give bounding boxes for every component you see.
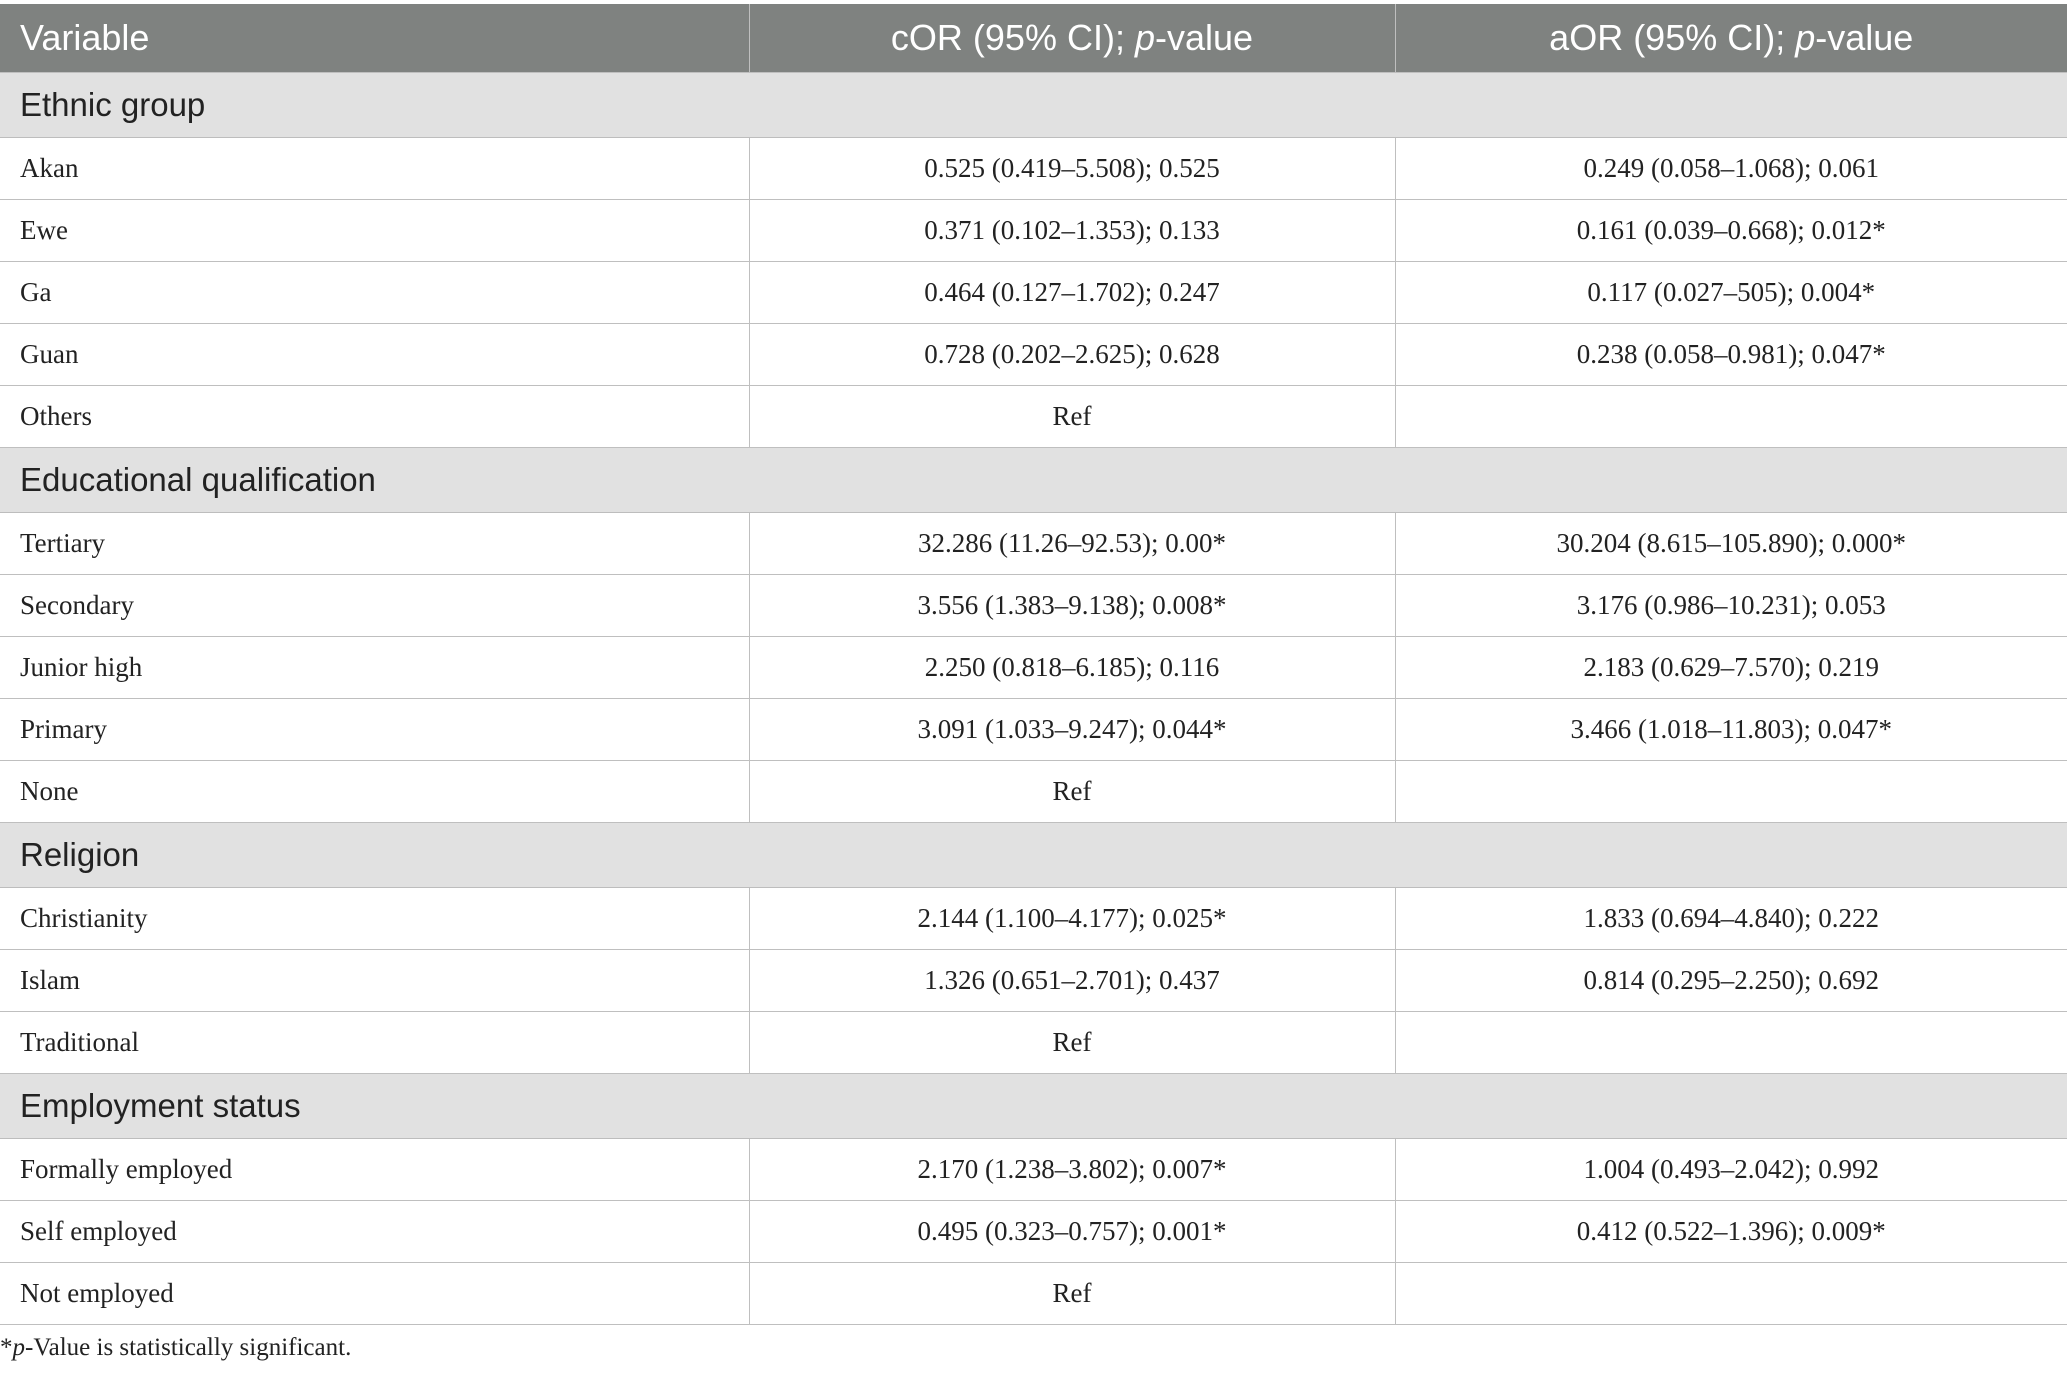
variable-cell: Junior high	[0, 637, 749, 699]
variable-cell: None	[0, 761, 749, 823]
aor-cell: 2.183 (0.629–7.570); 0.219	[1395, 637, 2067, 699]
header-cor-suffix: -value	[1155, 17, 1254, 58]
table-row	[0, 950, 2067, 1012]
table-row	[0, 575, 2067, 637]
cor-cell: Ref	[749, 761, 1395, 823]
section-row	[0, 823, 2067, 888]
table-row	[0, 1263, 2067, 1325]
variable-cell: Not employed	[0, 1263, 749, 1325]
variable-cell: Formally employed	[0, 1139, 749, 1201]
aor-cell	[1395, 1263, 2067, 1325]
variable-cell: Islam	[0, 950, 749, 1012]
table-row	[0, 324, 2067, 386]
aor-cell: 0.161 (0.039–0.668); 0.012*	[1395, 200, 2067, 262]
table-row	[0, 200, 2067, 262]
footnote-text: -Value is statistically significant.	[25, 1334, 352, 1361]
table-row	[0, 138, 2067, 200]
cor-cell: Ref	[749, 386, 1395, 448]
section-row	[0, 73, 2067, 138]
variable-cell: Traditional	[0, 1012, 749, 1074]
cor-cell: 2.170 (1.238–3.802); 0.007*	[749, 1139, 1395, 1201]
aor-cell	[1395, 386, 2067, 448]
variable-cell: Tertiary	[0, 513, 749, 575]
aor-cell: 0.412 (0.522–1.396); 0.009*	[1395, 1201, 2067, 1263]
aor-cell: 0.117 (0.027–505); 0.004*	[1395, 262, 2067, 324]
table-row	[0, 1201, 2067, 1263]
header-cor-prefix: cOR (95% CI);	[890, 17, 1135, 58]
table-body	[0, 73, 2067, 1325]
table-row	[0, 888, 2067, 950]
cor-cell: 0.495 (0.323–0.757); 0.001*	[749, 1201, 1395, 1263]
header-cor	[749, 4, 1395, 73]
cor-cell: 2.250 (0.818–6.185); 0.116	[749, 637, 1395, 699]
cor-cell: 0.371 (0.102–1.353); 0.133	[749, 200, 1395, 262]
variable-cell: Primary	[0, 699, 749, 761]
table-header	[0, 4, 2067, 73]
cor-cell: 3.091 (1.033–9.247); 0.044*	[749, 699, 1395, 761]
variable-cell: Ewe	[0, 200, 749, 262]
table-row	[0, 761, 2067, 823]
aor-cell: 3.176 (0.986–10.231); 0.053	[1395, 575, 2067, 637]
aor-cell	[1395, 761, 2067, 823]
header-cor-p: p	[1134, 17, 1155, 58]
variable-cell: Others	[0, 386, 749, 448]
variable-cell: Self employed	[0, 1201, 749, 1263]
cor-cell: Ref	[749, 1012, 1395, 1074]
cor-cell: Ref	[749, 1263, 1395, 1325]
section-title: Employment status	[0, 1074, 2067, 1139]
aor-cell: 30.204 (8.615–105.890); 0.000*	[1395, 513, 2067, 575]
table-row	[0, 513, 2067, 575]
header-aor-prefix: aOR (95% CI);	[1549, 17, 1796, 58]
aor-cell: 3.466 (1.018–11.803); 0.047*	[1395, 699, 2067, 761]
variable-cell: Christianity	[0, 888, 749, 950]
variable-cell: Secondary	[0, 575, 749, 637]
variable-cell: Akan	[0, 138, 749, 200]
footnote-star: *	[0, 1334, 13, 1361]
odds-ratio-table	[0, 4, 2067, 1325]
aor-cell: 1.833 (0.694–4.840); 0.222	[1395, 888, 2067, 950]
section-row	[0, 448, 2067, 513]
aor-cell: 1.004 (0.493–2.042); 0.992	[1395, 1139, 2067, 1201]
table-row	[0, 699, 2067, 761]
table-row	[0, 637, 2067, 699]
cor-cell: 32.286 (11.26–92.53); 0.00*	[749, 513, 1395, 575]
section-title: Educational qualification	[0, 448, 2067, 513]
cor-cell: 0.728 (0.202–2.625); 0.628	[749, 324, 1395, 386]
cor-cell: 2.144 (1.100–4.177); 0.025*	[749, 888, 1395, 950]
table-footnote	[0, 1334, 351, 1362]
footnote-p: p	[12, 1334, 25, 1361]
header-variable: Variable	[0, 4, 749, 73]
table-row	[0, 262, 2067, 324]
aor-cell: 0.249 (0.058–1.068); 0.061	[1395, 138, 2067, 200]
cor-cell: 3.556 (1.383–9.138); 0.008*	[749, 575, 1395, 637]
table-row	[0, 1012, 2067, 1074]
table-row	[0, 386, 2067, 448]
aor-cell: 0.238 (0.058–0.981); 0.047*	[1395, 324, 2067, 386]
aor-cell: 0.814 (0.295–2.250); 0.692	[1395, 950, 2067, 1012]
section-title: Religion	[0, 823, 2067, 888]
variable-cell: Ga	[0, 262, 749, 324]
header-aor-p: p	[1795, 17, 1816, 58]
cor-cell: 0.464 (0.127–1.702); 0.247	[749, 262, 1395, 324]
header-aor-suffix: -value	[1815, 17, 1914, 58]
table-row	[0, 1139, 2067, 1201]
variable-cell: Guan	[0, 324, 749, 386]
section-row	[0, 1074, 2067, 1139]
odds-ratio-table-container	[0, 4, 2067, 1325]
cor-cell: 0.525 (0.419–5.508); 0.525	[749, 138, 1395, 200]
header-aor	[1395, 4, 2067, 73]
cor-cell: 1.326 (0.651–2.701); 0.437	[749, 950, 1395, 1012]
aor-cell	[1395, 1012, 2067, 1074]
section-title: Ethnic group	[0, 73, 2067, 138]
header-row	[0, 4, 2067, 73]
